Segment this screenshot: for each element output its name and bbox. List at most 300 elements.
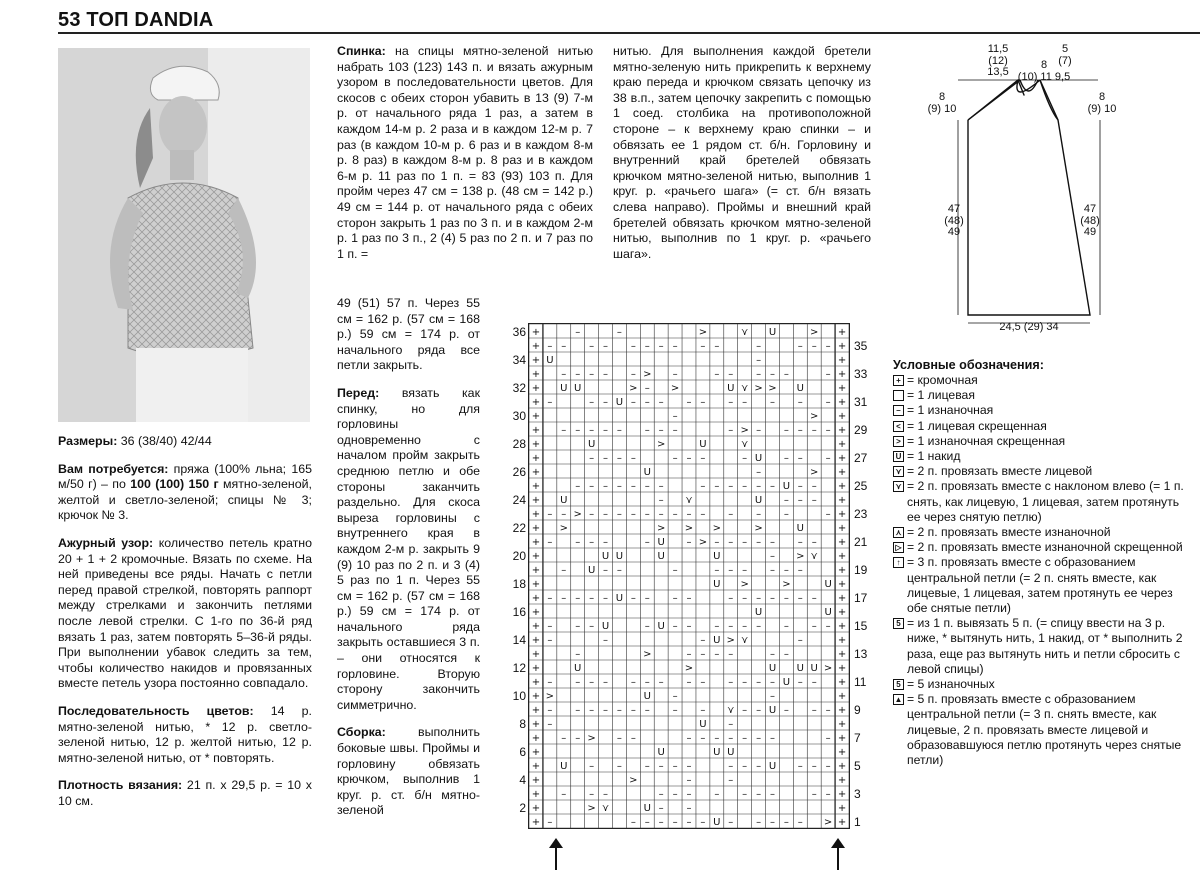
- legend-symbol-icon: ▷: [893, 542, 904, 553]
- chart-stitch-symbol: +: [837, 327, 847, 338]
- assembly-paragraph: [337, 725, 480, 819]
- chart-stitch-symbol: U: [699, 439, 707, 450]
- color-seq-value: 14 р. мятно-зеленой нитью, * 12 р. светло-зеленой нитью, 12 р. желтой нитью, 12 р. мятно-зеленой нитью, от * повторять.: [58, 703, 312, 765]
- chart-stitch-symbol: ⋎: [740, 327, 749, 338]
- chart-stitch-symbol: >: [559, 523, 568, 534]
- chart-stitch-symbol: –: [561, 369, 567, 380]
- chart-stitch-symbol: –: [575, 537, 581, 548]
- dim-neck: 8 (10) 11 9,5: [1017, 59, 1071, 83]
- chart-stitch-symbol: –: [769, 677, 775, 688]
- chart-stitch-symbol: –: [644, 537, 650, 548]
- chart-stitch-symbol: +: [531, 579, 541, 590]
- chart-stitch-symbol: –: [644, 817, 650, 828]
- chart-row-number: 26: [512, 465, 526, 479]
- chart-row-number: 31: [854, 395, 868, 409]
- back-text-cont: 49 (51) 57 п. Через 55 см = 162 р. (57 см = 168 р.) 59 см = 174 р. от начального ряда все петли закрыть.: [337, 296, 480, 373]
- chart-stitch-symbol: –: [825, 733, 831, 744]
- legend-text: = 1 накид: [907, 449, 961, 464]
- chart-stitch-symbol: –: [686, 621, 692, 632]
- chart-stitch-symbol: +: [837, 621, 847, 632]
- chart-stitch-symbol: –: [756, 789, 762, 800]
- chart-stitch-symbol: –: [797, 495, 803, 506]
- chart-stitch-symbol: –: [728, 775, 734, 786]
- chart-stitch-symbol: –: [825, 789, 831, 800]
- chart-stitch-symbol: –: [672, 691, 678, 702]
- chart-stitch-symbol: –: [672, 761, 678, 772]
- chart-stitch-symbol: >: [810, 327, 819, 338]
- chart-stitch-symbol: –: [658, 761, 664, 772]
- chart-stitch-symbol: –: [700, 453, 706, 464]
- chart-stitch-symbol: U: [768, 705, 777, 716]
- chart-stitch-symbol: –: [603, 677, 609, 688]
- legend-text: = 1 изнаночная: [907, 403, 994, 418]
- chart-stitch-symbol: >: [656, 439, 666, 450]
- chart-stitch-symbol: –: [658, 803, 664, 814]
- back-label: Спинка:: [337, 44, 386, 58]
- chart-stitch-symbol: +: [531, 341, 541, 352]
- chart-stitch-symbol: –: [728, 369, 734, 380]
- chart-stitch-symbol: U: [796, 523, 804, 534]
- chart-stitch-symbol: –: [714, 621, 720, 632]
- chart-stitch-symbol: +: [837, 411, 847, 422]
- chart-row-number: 15: [854, 619, 868, 633]
- chart-stitch-symbol: >: [754, 523, 763, 534]
- chart-stitch-symbol: –: [811, 621, 817, 632]
- chart-stitch-symbol: –: [672, 341, 678, 352]
- chart-stitch-symbol: –: [644, 621, 650, 632]
- chart-stitch-symbol: +: [837, 733, 847, 744]
- chart-stitch-symbol: –: [700, 635, 706, 646]
- chart-stitch-symbol: +: [531, 635, 541, 646]
- chart-row-number: 19: [854, 563, 868, 577]
- chart-stitch-symbol: –: [575, 621, 581, 632]
- chart-stitch-symbol: –: [700, 481, 706, 492]
- chart-stitch-symbol: >: [629, 383, 638, 394]
- chart-stitch-symbol: +: [531, 327, 541, 338]
- chart-stitch-symbol: –: [714, 733, 720, 744]
- chart-row-number: 13: [854, 647, 868, 661]
- chart-stitch-symbol: +: [531, 593, 541, 604]
- chart-stitch-symbol: +: [837, 523, 847, 534]
- chart-stitch-symbol: –: [672, 369, 678, 380]
- chart-stitch-symbol: –: [797, 593, 803, 604]
- chart-stitch-symbol: >: [810, 467, 819, 478]
- chart-stitch-symbol: –: [658, 789, 664, 800]
- garment-schematic: [900, 40, 1200, 340]
- chart-stitch-symbol: –: [769, 789, 775, 800]
- chart-stitch-symbol: +: [531, 733, 541, 744]
- chart-stitch-symbol: –: [589, 453, 595, 464]
- chart-stitch-symbol: –: [630, 593, 636, 604]
- chart-row-number: 9: [854, 703, 861, 717]
- chart-stitch-symbol: –: [728, 537, 734, 548]
- chart-stitch-symbol: –: [658, 425, 664, 436]
- chart-stitch-symbol: –: [769, 551, 775, 562]
- chart-row-number: 30: [512, 409, 526, 423]
- right-column-text: нитью. Для выполнения каждой бретели мятно-зеленую нить прикрепить к верхнему краю переда и крючком связать цепочку из 38 в.п., затем цепочку закрепить с помощью 1 соед. столбика на противоположной стороне – к верхнему краю спинки – и обвязать ее 1 рядом ст. б/н. Горловину и внутренний край бретелей обвязать крючком мятно-зеленой нитью, выполнив 1 круг. р. «рачьего шага» (= ст. б/н вязать слева направо). Проймы и внешний край бретелей обвязать крючком мятно-зеленой нитью, выполнив по 1 круг. р. «рачьего шага».: [613, 44, 871, 261]
- chart-stitch-symbol: –: [825, 369, 831, 380]
- chart-stitch-symbol: –: [797, 817, 803, 828]
- dim-top-left: 11,5 (12) 13,5: [987, 43, 1009, 78]
- chart-stitch-symbol: +: [837, 719, 847, 730]
- chart-stitch-symbol: U: [754, 607, 763, 618]
- chart-stitch-symbol: –: [589, 789, 595, 800]
- color-seq-paragraph: [58, 704, 312, 766]
- chart-stitch-symbol: –: [783, 705, 789, 716]
- chart-stitch-symbol: +: [531, 453, 541, 464]
- chart-stitch-symbol: –: [783, 593, 789, 604]
- materials-text-2: мятно-зеленой, желтой и светло-зеленой; спицы № 3; крючок № 3.: [58, 477, 312, 523]
- legend-item: [893, 464, 1193, 479]
- chart-stitch-symbol: +: [531, 789, 541, 800]
- chart-stitch-symbol: >: [726, 635, 735, 646]
- chart-stitch-symbol: –: [756, 341, 762, 352]
- chart-stitch-symbol: –: [714, 341, 720, 352]
- chart-stitch-symbol: –: [811, 537, 817, 548]
- chart-stitch-symbol: >: [740, 579, 749, 590]
- chart-stitch-symbol: –: [603, 425, 609, 436]
- chart-stitch-symbol: –: [769, 649, 775, 660]
- middle-narrow-column: [337, 296, 480, 831]
- legend-text: = из 1 п. вывязать 5 п. (= спицу ввести на 3 р. ниже, * вытянуть нить, 1 накид, от * выполнить 2 раза, еще раз вытянуть нить и петли сбросить с левой спицы): [907, 616, 1183, 676]
- chart-stitch-symbol: –: [561, 733, 567, 744]
- chart-stitch-symbol: –: [658, 509, 664, 520]
- title-rule: [58, 32, 1200, 34]
- gauge-label: Плотность вязания:: [58, 778, 183, 793]
- chart-row-number: 36: [512, 325, 526, 339]
- chart-stitch-symbol: –: [700, 649, 706, 660]
- chart-stitch-symbol: U: [643, 467, 651, 478]
- chart-stitch-symbol: –: [756, 705, 762, 716]
- chart-stitch-symbol: –: [700, 341, 706, 352]
- chart-stitch-symbol: –: [686, 775, 692, 786]
- chart-stitch-symbol: –: [603, 481, 609, 492]
- legend-text: = 5 п. провязать вместе с образованием центральной петли (= 3 п. снять вместе, как лицевые, 2 п. провязать вместе лицевой и образовавшуюся петлю протянуть через снятые петли): [907, 692, 1182, 768]
- chart-stitch-symbol: +: [531, 761, 541, 772]
- assembly-label: Сборка:: [337, 725, 386, 740]
- chart-stitch-symbol: –: [797, 397, 803, 408]
- chart-stitch-symbol: –: [561, 565, 567, 576]
- chart-stitch-symbol: –: [825, 341, 831, 352]
- chart-stitch-symbol: –: [589, 369, 595, 380]
- chart-stitch-symbol: –: [797, 761, 803, 772]
- chart-stitch-symbol: +: [531, 355, 541, 366]
- chart-stitch-symbol: –: [603, 537, 609, 548]
- chart-stitch-symbol: –: [728, 509, 734, 520]
- chart-stitch-symbol: –: [728, 397, 734, 408]
- chart-stitch-symbol: +: [837, 341, 847, 352]
- legend-text: = 2 п. провязать вместе изнаночной: [907, 525, 1111, 540]
- chart-stitch-symbol: –: [672, 425, 678, 436]
- chart-stitch-symbol: >: [698, 537, 708, 548]
- dim-bottom: 24,5 (29) 34: [999, 321, 1059, 333]
- chart-stitch-symbol: >: [629, 775, 638, 786]
- chart-stitch-symbol: U: [574, 663, 582, 674]
- chart-stitch-symbol: –: [672, 817, 678, 828]
- chart-stitch-symbol: –: [825, 425, 831, 436]
- chart-stitch-symbol: –: [742, 677, 748, 688]
- chart-stitch-symbol: +: [531, 523, 541, 534]
- chart-stitch-symbol: U: [574, 383, 582, 394]
- schematic-outline: [900, 40, 1200, 340]
- chart-stitch-symbol: –: [603, 789, 609, 800]
- chart-stitch-symbol: –: [561, 341, 567, 352]
- chart-stitch-symbol: –: [630, 453, 636, 464]
- chart-stitch-symbol: –: [797, 425, 803, 436]
- legend-symbol-icon: [893, 390, 904, 401]
- chart-stitch-symbol: –: [658, 481, 664, 492]
- chart-stitch-symbol: –: [769, 397, 775, 408]
- model-photo: [58, 48, 310, 422]
- chart-stitch-symbol: +: [837, 579, 847, 590]
- chart-stitch-symbol: –: [769, 817, 775, 828]
- chart-stitch-symbol: –: [797, 453, 803, 464]
- lace-label: Ажурный узор:: [58, 535, 154, 550]
- chart-stitch-symbol: +: [531, 663, 541, 674]
- legend: [893, 357, 1193, 768]
- chart-stitch-symbol: –: [658, 495, 664, 506]
- chart-stitch-symbol: –: [616, 733, 622, 744]
- chart-row-number: 16: [512, 605, 526, 619]
- chart-stitch-symbol: U: [587, 565, 596, 576]
- chart-row-number: 7: [854, 731, 861, 745]
- chart-stitch-symbol: +: [837, 593, 847, 604]
- chart-stitch-symbol: –: [742, 621, 748, 632]
- chart-stitch-symbol: –: [589, 509, 595, 520]
- dim-left-armhole: 8 (9) 10: [927, 91, 957, 115]
- chart-stitch-symbol: –: [700, 817, 706, 828]
- legend-item: [893, 434, 1193, 449]
- chart-row-number: 1: [854, 815, 861, 829]
- legend-item: [893, 403, 1193, 418]
- gauge-value: 21 п. х 29,5 р. = 10 х 10 см.: [58, 778, 312, 808]
- legend-text: = 5 изнаночных: [907, 677, 995, 692]
- legend-text: = 2 п. провязать вместе лицевой: [907, 464, 1093, 479]
- sizes-label: Размеры:: [58, 434, 118, 448]
- chart-stitch-symbol: U: [796, 383, 804, 394]
- legend-item: [893, 540, 1193, 555]
- chart-stitch-symbol: +: [837, 383, 847, 394]
- chart-stitch-symbol: –: [603, 705, 609, 716]
- chart-stitch-symbol: –: [616, 509, 622, 520]
- chart-stitch-symbol: –: [644, 397, 650, 408]
- chart-stitch-symbol: –: [700, 705, 706, 716]
- chart-stitch-symbol: –: [616, 481, 622, 492]
- chart-row-number: 27: [854, 451, 868, 465]
- chart-stitch-symbol: –: [811, 677, 817, 688]
- legend-item: [893, 525, 1193, 540]
- chart-stitch-symbol: –: [686, 509, 692, 520]
- chart-stitch-symbol: –: [589, 341, 595, 352]
- chart-stitch-symbol: –: [756, 369, 762, 380]
- chart-stitch-symbol: +: [837, 677, 847, 688]
- chart-row-number: 6: [519, 745, 526, 759]
- front-paragraph: [337, 386, 480, 713]
- chart-stitch-symbol: –: [728, 817, 734, 828]
- chart-stitch-symbol: >: [810, 411, 819, 422]
- chart-stitch-symbol: ⋎: [740, 439, 749, 450]
- materials-paragraph: [58, 462, 312, 524]
- legend-item: [893, 419, 1193, 434]
- chart-stitch-symbol: –: [797, 677, 803, 688]
- chart-stitch-symbol: U: [657, 621, 665, 632]
- chart-stitch-symbol: +: [837, 551, 847, 562]
- chart-stitch-symbol: +: [531, 369, 541, 380]
- left-arrow-icon: [828, 836, 848, 872]
- chart-stitch-symbol: –: [742, 565, 748, 576]
- chart-stitch-symbol: –: [658, 397, 664, 408]
- legend-symbol-icon: 5: [893, 679, 904, 690]
- chart-stitch-symbol: –: [630, 341, 636, 352]
- chart-stitch-symbol: +: [531, 691, 541, 702]
- chart-stitch-symbol: –: [769, 691, 775, 702]
- knitting-chart-grid: [529, 324, 849, 828]
- dim-right-armhole: 8 (9) 10: [1087, 91, 1117, 115]
- chart-stitch-symbol: +: [531, 481, 541, 492]
- legend-item: [893, 479, 1193, 525]
- chart-stitch-symbol: –: [589, 593, 595, 604]
- chart-stitch-symbol: >: [643, 649, 652, 660]
- chart-stitch-symbol: –: [603, 397, 609, 408]
- chart-stitch-symbol: –: [783, 425, 789, 436]
- chart-stitch-symbol: –: [756, 481, 762, 492]
- chart-stitch-symbol: –: [769, 565, 775, 576]
- chart-stitch-symbol: U: [615, 397, 624, 408]
- chart-stitch-symbol: +: [531, 747, 541, 758]
- chart-stitch-symbol: –: [644, 509, 650, 520]
- chart-stitch-symbol: >: [656, 523, 666, 534]
- chart-stitch-symbol: –: [630, 733, 636, 744]
- chart-stitch-symbol: –: [756, 467, 762, 478]
- chart-stitch-symbol: U: [615, 593, 624, 604]
- legend-text: = 3 п. провязать вместе с образованием центральной петли (= 2 п. снять вместе, как лицевые, 1 лицевая, затем протянуть ее через обе снятые петли): [907, 555, 1173, 616]
- chart-stitch-symbol: U: [727, 383, 735, 394]
- chart-stitch-symbol: +: [837, 369, 847, 380]
- chart-row-number: 24: [512, 493, 526, 507]
- chart-stitch-symbol: +: [837, 775, 847, 786]
- chart-row-number: 23: [854, 507, 868, 521]
- chart-stitch-symbol: U: [643, 691, 651, 702]
- sizes-value: 36 (38/40) 42/44: [117, 434, 212, 448]
- chart-row-number: 3: [854, 787, 861, 801]
- chart-stitch-symbol: >: [587, 803, 596, 814]
- chart-stitch-symbol: –: [644, 425, 650, 436]
- chart-stitch-symbol: –: [547, 537, 553, 548]
- chart-row-number: 8: [519, 717, 526, 731]
- chart-stitch-symbol: –: [575, 481, 581, 492]
- chart-stitch-symbol: –: [714, 649, 720, 660]
- chart-stitch-symbol: –: [603, 509, 609, 520]
- chart-row-number: 11: [854, 675, 867, 689]
- chart-stitch-symbol: –: [728, 761, 734, 772]
- chart-stitch-symbol: –: [644, 677, 650, 688]
- chart-stitch-symbol: U: [657, 747, 665, 758]
- chart-stitch-symbol: –: [811, 425, 817, 436]
- chart-row-number: 25: [854, 479, 868, 493]
- page-title: 53 ТОП DANDIA: [58, 9, 214, 31]
- chart-stitch-symbol: –: [783, 453, 789, 464]
- chart-stitch-symbol: –: [616, 705, 622, 716]
- legend-item: [893, 555, 1193, 616]
- chart-stitch-symbol: –: [686, 453, 692, 464]
- chart-stitch-symbol: –: [547, 621, 553, 632]
- chart-stitch-symbol: +: [531, 509, 541, 520]
- chart-stitch-symbol: U: [796, 663, 804, 674]
- chart-stitch-symbol: –: [603, 593, 609, 604]
- chart-stitch-symbol: >: [684, 663, 694, 674]
- legend-item: [893, 616, 1193, 677]
- chart-stitch-symbol: –: [672, 453, 678, 464]
- legend-item: [893, 373, 1193, 388]
- chart-stitch-symbol: –: [547, 509, 553, 520]
- chart-stitch-symbol: +: [837, 397, 847, 408]
- chart-stitch-symbol: U: [782, 481, 791, 492]
- dim-top-right: 5 (7): [1058, 43, 1072, 67]
- chart-row-number: 29: [854, 423, 868, 437]
- chart-stitch-symbol: U: [768, 761, 777, 772]
- chart-stitch-symbol: –: [742, 481, 748, 492]
- chart-stitch-symbol: –: [825, 397, 831, 408]
- chart-stitch-symbol: –: [728, 677, 734, 688]
- chart-stitch-symbol: –: [686, 733, 692, 744]
- right-arrow-icon: [546, 836, 566, 872]
- chart-stitch-symbol: –: [644, 383, 650, 394]
- chart-stitch-symbol: U: [560, 761, 568, 772]
- chart-stitch-symbol: +: [837, 803, 847, 814]
- chart-stitch-symbol: U: [560, 495, 568, 506]
- chart-row-number: 21: [854, 535, 868, 549]
- chart-stitch-symbol: –: [630, 817, 636, 828]
- chart-stitch-symbol: ⋎: [740, 383, 749, 394]
- chart-stitch-symbol: –: [714, 789, 720, 800]
- chart-stitch-symbol: U: [546, 355, 554, 366]
- chart-stitch-symbol: –: [825, 621, 831, 632]
- chart-stitch-symbol: –: [811, 341, 817, 352]
- chart-stitch-symbol: –: [742, 705, 748, 716]
- chart-stitch-symbol: –: [783, 495, 789, 506]
- chart-stitch-symbol: –: [728, 565, 734, 576]
- chart-stitch-symbol: U: [643, 803, 651, 814]
- chart-stitch-symbol: –: [700, 509, 706, 520]
- dim-left-side: 47 (48) 49: [944, 203, 964, 238]
- chart-stitch-symbol: –: [630, 705, 636, 716]
- chart-stitch-symbol: –: [756, 537, 762, 548]
- chart-stitch-symbol: –: [742, 537, 748, 548]
- legend-symbol-icon: ▲: [894, 695, 903, 705]
- chart-stitch-symbol: –: [797, 635, 803, 646]
- chart-stitch-symbol: –: [658, 677, 664, 688]
- chart-stitch-symbol: –: [769, 733, 775, 744]
- chart-stitch-symbol: –: [769, 481, 775, 492]
- chart-stitch-symbol: –: [547, 705, 553, 716]
- chart-stitch-symbol: –: [686, 677, 692, 688]
- chart-stitch-symbol: –: [547, 593, 553, 604]
- chart-stitch-symbol: +: [531, 677, 541, 688]
- knitting-chart: [528, 323, 850, 829]
- legend-title: Условные обозначения:: [893, 358, 1044, 372]
- chart-stitch-symbol: +: [837, 705, 847, 716]
- chart-stitch-symbol: +: [837, 495, 847, 506]
- chart-stitch-symbol: –: [644, 341, 650, 352]
- chart-stitch-symbol: >: [670, 383, 680, 394]
- chart-stitch-symbol: –: [756, 593, 762, 604]
- chart-stitch-symbol: +: [837, 747, 847, 758]
- chart-stitch-symbol: –: [672, 509, 678, 520]
- chart-stitch-symbol: U: [657, 551, 665, 562]
- chart-stitch-symbol: –: [797, 481, 803, 492]
- chart-stitch-symbol: –: [714, 481, 720, 492]
- legend-text: = кромочная: [907, 373, 978, 387]
